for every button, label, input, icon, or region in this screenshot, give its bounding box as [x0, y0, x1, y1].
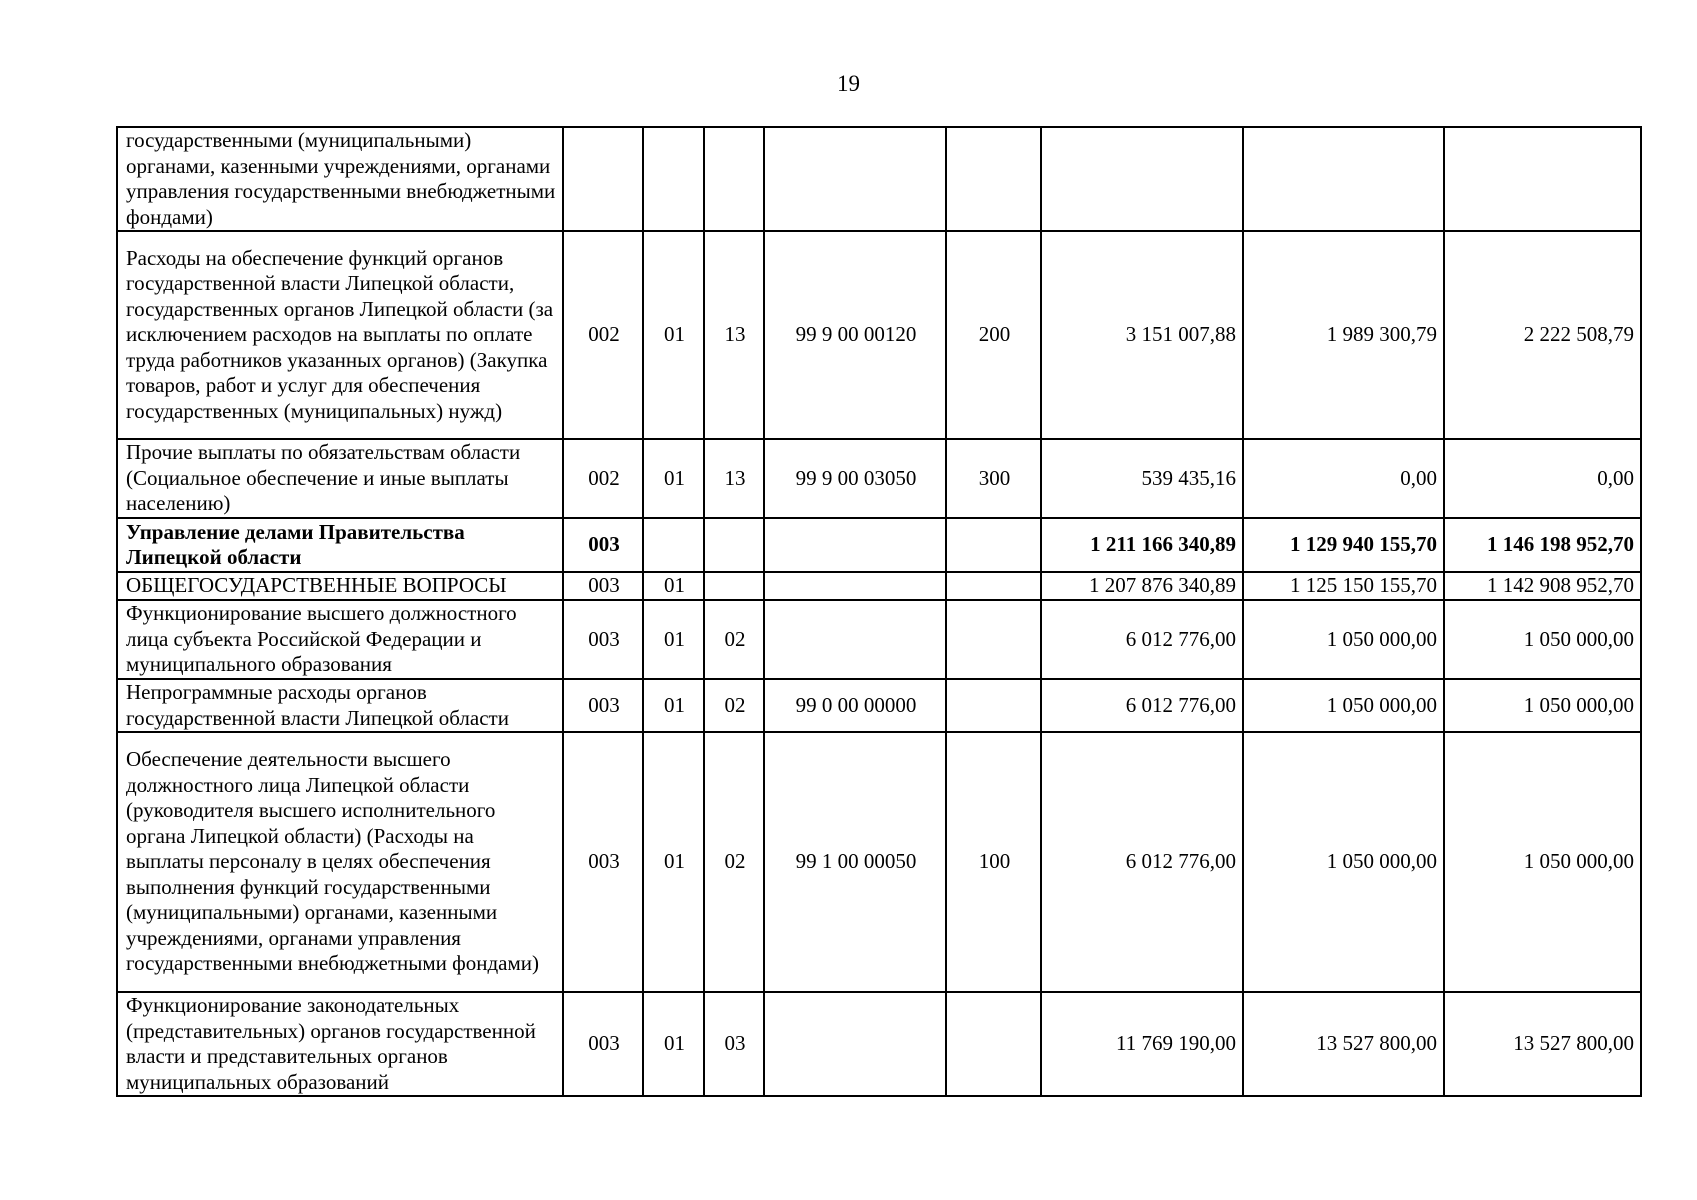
- sum1-cell: 6 012 776,00: [1041, 679, 1243, 732]
- csr-cell: 99 9 00 03050: [764, 439, 946, 518]
- budget-table: [116, 126, 1642, 1097]
- podrazdel-cell: 13: [704, 231, 764, 439]
- sum3-cell: 1 142 908 952,70: [1444, 572, 1641, 600]
- sum3-cell: 0,00: [1444, 439, 1641, 518]
- vr-cell: [946, 572, 1041, 600]
- razdel-cell: 01: [643, 992, 704, 1096]
- glava-cell: 002: [563, 231, 643, 439]
- glava-cell: 003: [563, 732, 643, 992]
- podrazdel-cell: [704, 518, 764, 572]
- vr-cell: 100: [946, 732, 1041, 992]
- sum2-cell: 0,00: [1243, 439, 1444, 518]
- table-row: [117, 518, 1641, 572]
- table-row: [117, 127, 1641, 231]
- razdel-cell: 01: [643, 439, 704, 518]
- sum3-cell: 1 050 000,00: [1444, 600, 1641, 679]
- table-row: [117, 992, 1641, 1096]
- sum1-cell: 539 435,16: [1041, 439, 1243, 518]
- row-name: Обеспечение деятельности высшего должностного лица Липецкой области (руководителя высшего исполнительного органа Липецкой области) (Расходы на выплаты персоналу в целях обеспечения выполнения функций государственными (муниципальными) органами, казенными учреждениями, органами управления государственными внебюджетными фондами): [117, 732, 563, 992]
- csr-cell: [764, 127, 946, 231]
- glava-cell: [563, 127, 643, 231]
- table-row: [117, 439, 1641, 518]
- sum2-cell: 1 129 940 155,70: [1243, 518, 1444, 572]
- table-row: [117, 231, 1641, 439]
- csr-cell: [764, 600, 946, 679]
- glava-cell: 003: [563, 518, 643, 572]
- page-number: 19: [837, 71, 860, 96]
- sum1-cell: 6 012 776,00: [1041, 600, 1243, 679]
- row-name: государственными (муниципальными) органами, казенными учреждениями, органами управления государственными внебюджетными фондами): [117, 127, 563, 231]
- csr-cell: [764, 572, 946, 600]
- razdel-cell: 01: [643, 572, 704, 600]
- csr-cell: [764, 518, 946, 572]
- vr-cell: [946, 518, 1041, 572]
- csr-cell: 99 1 00 00050: [764, 732, 946, 992]
- sum1-cell: 6 012 776,00: [1041, 732, 1243, 992]
- row-name: Расходы на обеспечение функций органов государственной власти Липецкой области, государственных органов Липецкой области (за исключением расходов на выплаты по оплате труда работников указанных органов) (Закупка товаров, работ и услуг для обеспечения государственных (муниципальных) нужд): [117, 231, 563, 439]
- csr-cell: 99 0 00 00000: [764, 679, 946, 732]
- row-name: Функционирование высшего должностного лица субъекта Российской Федерации и муниципального образования: [117, 600, 563, 679]
- glava-cell: 003: [563, 992, 643, 1096]
- razdel-cell: 01: [643, 231, 704, 439]
- sum3-cell: [1444, 127, 1641, 231]
- table-row: [117, 600, 1641, 679]
- sum1-cell: 1 207 876 340,89: [1041, 572, 1243, 600]
- vr-cell: [946, 679, 1041, 732]
- sum2-cell: 1 050 000,00: [1243, 732, 1444, 992]
- row-name: ОБЩЕГОСУДАРСТВЕННЫЕ ВОПРОСЫ: [117, 572, 563, 600]
- vr-cell: [946, 600, 1041, 679]
- sum2-cell: [1243, 127, 1444, 231]
- sum2-cell: 1 050 000,00: [1243, 600, 1444, 679]
- podrazdel-cell: [704, 572, 764, 600]
- glava-cell: 003: [563, 600, 643, 679]
- podrazdel-cell: 02: [704, 600, 764, 679]
- sum3-cell: 1 146 198 952,70: [1444, 518, 1641, 572]
- sum1-cell: [1041, 127, 1243, 231]
- vr-cell: 300: [946, 439, 1041, 518]
- vr-cell: 200: [946, 231, 1041, 439]
- sum2-cell: 1 050 000,00: [1243, 679, 1444, 732]
- glava-cell: 002: [563, 439, 643, 518]
- podrazdel-cell: 03: [704, 992, 764, 1096]
- sum1-cell: 3 151 007,88: [1041, 231, 1243, 439]
- sum3-cell: 13 527 800,00: [1444, 992, 1641, 1096]
- podrazdel-cell: 13: [704, 439, 764, 518]
- sum2-cell: 1 125 150 155,70: [1243, 572, 1444, 600]
- glava-cell: 003: [563, 679, 643, 732]
- row-name: Прочие выплаты по обязательствам области (Социальное обеспечение и иные выплаты населению): [117, 439, 563, 518]
- table-row: [117, 572, 1641, 600]
- sum1-cell: 1 211 166 340,89: [1041, 518, 1243, 572]
- podrazdel-cell: [704, 127, 764, 231]
- vr-cell: [946, 992, 1041, 1096]
- razdel-cell: 01: [643, 679, 704, 732]
- sum3-cell: 1 050 000,00: [1444, 732, 1641, 992]
- sum3-cell: 2 222 508,79: [1444, 231, 1641, 439]
- sum3-cell: 1 050 000,00: [1444, 679, 1641, 732]
- razdel-cell: [643, 127, 704, 231]
- table-row: [117, 679, 1641, 732]
- row-name: Функционирование законодательных (представительных) органов государственной власти и представительных органов муниципальных образований: [117, 992, 563, 1096]
- glava-cell: 003: [563, 572, 643, 600]
- podrazdel-cell: 02: [704, 732, 764, 992]
- sum1-cell: 11 769 190,00: [1041, 992, 1243, 1096]
- razdel-cell: 01: [643, 732, 704, 992]
- row-name: Управление делами Правительства Липецкой области: [117, 518, 563, 572]
- row-name: Непрограммные расходы органов государственной власти Липецкой области: [117, 679, 563, 732]
- razdel-cell: 01: [643, 600, 704, 679]
- csr-cell: [764, 992, 946, 1096]
- table-row: [117, 732, 1641, 992]
- razdel-cell: [643, 518, 704, 572]
- sum2-cell: 1 989 300,79: [1243, 231, 1444, 439]
- podrazdel-cell: 02: [704, 679, 764, 732]
- csr-cell: 99 9 00 00120: [764, 231, 946, 439]
- vr-cell: [946, 127, 1041, 231]
- sum2-cell: 13 527 800,00: [1243, 992, 1444, 1096]
